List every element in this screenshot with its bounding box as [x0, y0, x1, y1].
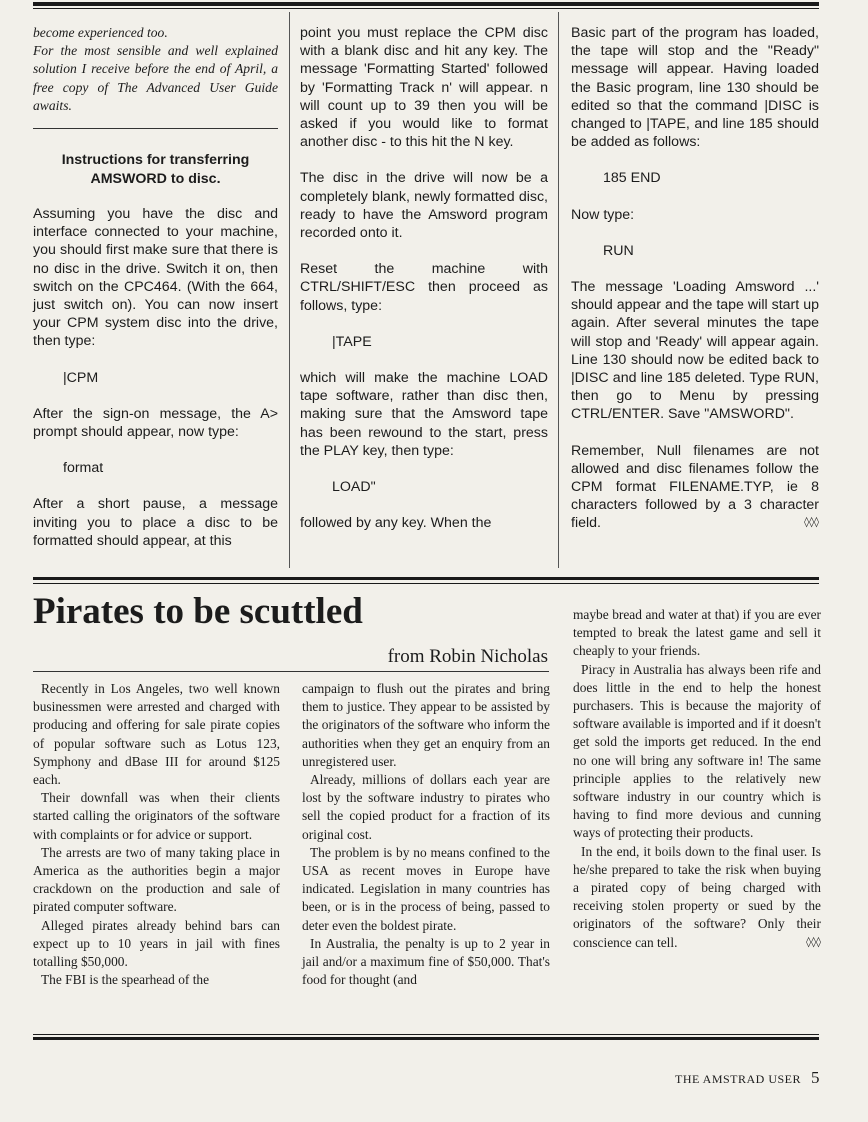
paragraph: The message 'Loading Amsword ...' should appear and the tape will start up again. After several minutes the tape will stop and 'Ready' will appear again. Line 130 should now be edited back to |DISC and line 185 deleted. Type RUN, then go to Menu by pressing CTRL/ENTER. Save "AMSWORD". — [571, 279, 819, 423]
command-text: |CPM — [63, 369, 99, 386]
article-column-2 — [302, 680, 550, 989]
page-footer — [600, 1068, 820, 1089]
article-byline: from Robin Nicholas — [387, 646, 548, 667]
article-title: Pirates to be scuttled — [33, 591, 363, 632]
instructions-column-2 — [300, 24, 548, 532]
paragraph: campaign to flush out the pirates and bring them to justice. They appear to be assisted by the originators of the software who inform the authorities when they get an enquiry from an unregistered user. — [302, 681, 550, 769]
paragraph-text: Remember, Null filenames are not allowed and disc filenames follow the CPM format FILENAME.TYP, ie 8 characters followed by a 3 character field. — [571, 442, 819, 532]
intro-line: become experienced too. — [33, 25, 168, 40]
section-rule — [33, 128, 278, 129]
paragraph: Reset the machine with CTRL/SHIFT/ESC then proceed as follows, type: — [300, 261, 548, 314]
instructions-body-1 — [33, 205, 278, 550]
paragraph: Recently in Los Angeles, two well known businessmen were arrested and charged with producing and offering for sale pirate copies of popular software such as Lotus 123, Symphony and dBase III for around $125 each. — [33, 681, 280, 788]
paragraph: The disc in the drive will now be a completely blank, newly formatted disc, ready to have the Amsword program recorded onto it. — [300, 170, 548, 242]
top-rule — [33, 2, 819, 6]
paragraph: Their downfall was when their clients started calling the originators of the software with complaints or for advice or support. — [33, 790, 280, 842]
instructions-column-3 — [571, 24, 819, 533]
paragraph: After the sign-on message, the A> prompt should appear, now type: — [33, 405, 278, 441]
paragraph: Now type: — [571, 206, 635, 223]
top-rule-thin — [33, 8, 819, 9]
paragraph: In Australia, the penalty is up to 2 year in jail and/or a maximum fine of $50,000. That's food for thought (and — [302, 935, 550, 988]
page-number: 5 — [811, 1068, 820, 1087]
column-divider — [558, 12, 559, 568]
section-rule-thin — [33, 583, 819, 584]
paragraph: Piracy in Australia has always been rife and does little in the end to help the honest purchasers. This is because the majority of software available is imported and if it doesn't get sold the imports get reduced. In the end no one will bring any software in! The same principle applies to the relatively new software industry in our country which is having to find more devious and cunning ways of protecting their products. — [573, 661, 821, 841]
command-text: 185 END — [603, 170, 661, 187]
heading-line-2: AMSWORD to disc. — [90, 170, 221, 187]
paragraph: Already, millions of dollars each year are lost by the software industry to pirates who sell the copied product for a fraction of its original cost. — [302, 772, 550, 842]
paragraph: point you must replace the CPM disc with a blank disc and hit any key. The message 'Formatting Started' followed by 'Formatting Track n' will appear. n will count up to 39 then you will be asked if you would like to format another disc - to this hit the N key. — [300, 25, 548, 151]
command-text: LOAD" — [332, 479, 376, 496]
paragraph: Alleged pirates already behind bars can expect up to 10 years in jail with fines totalling $50,000. — [33, 917, 280, 970]
title-rule — [33, 671, 549, 672]
paragraph: Assuming you have the disc and interface connected to your machine, you should first make sure that there is no disc in the drive. Switch it on, then switch on the CPC464. (With the 664, just switch on). You can now insert your CPM system disc into the drive, then type: — [33, 206, 278, 350]
instructions-heading — [33, 151, 278, 188]
article-column-1 — [33, 680, 280, 989]
paragraph: Basic part of the program has loaded, the tape will stop and the "Ready" message will appear. Having loaded the Basic program, line 130 should be edited so that the command |DISC is changed to |TAPE, and line 185 should be added as follows: — [571, 25, 819, 151]
command-text: |TAPE — [332, 333, 372, 350]
intro-line: For the most sensible and well explained solution I receive before the end of April, a free copy of The Advanced User Guide awaits. — [33, 43, 278, 113]
paragraph: The FBI is the spearhead of the — [41, 972, 210, 988]
command-text: format — [63, 460, 104, 477]
paragraph: The arrests are two of many taking place in America as the authorities begin a major crackdown on the production and sale of pirated computer software. — [33, 844, 280, 915]
paragraph: After a short pause, a message inviting you to place a disc to be formatted should appear, at this — [33, 496, 278, 549]
paragraph: followed by any key. When the — [300, 515, 492, 532]
command-text: RUN — [603, 242, 634, 259]
end-mark: ◊◊◊ — [806, 936, 821, 948]
instructions-column-1 — [33, 24, 278, 115]
paragraph — [571, 442, 819, 533]
paragraph — [573, 843, 821, 952]
column-divider — [289, 12, 290, 568]
article-column-3 — [573, 606, 821, 952]
section-rule-thick — [33, 577, 819, 580]
bottom-rule-thin — [33, 1034, 819, 1035]
bottom-rule-thick — [33, 1037, 819, 1040]
paragraph: maybe bread and water at that) if you are ever tempted to break the latest game and sell it cheaply to your friends. — [573, 607, 821, 659]
end-mark: ◊◊◊ — [804, 517, 819, 529]
heading-line-1: Instructions for transferring — [61, 152, 250, 168]
letters-intro — [33, 24, 278, 115]
paragraph-text: In the end, it boils down to the final user. Is he/she prepared to take the risk when buying a pirated copy of being charged with receiving stolen property or sued by the originators of the software? Only their conscience can tell. — [573, 843, 821, 950]
paragraph: The problem is by no means confined to the USA as recent moves in Europe have indicated. Legislation in many countries has been, or is in the process of being, passed to deter even the boldest pirate. — [302, 844, 550, 933]
magazine-name: THE AMSTRAD USER — [674, 1072, 801, 1086]
paragraph: which will make the machine LOAD tape software, rather than disc then, making sure that the Amsword tape has been rewound to the start, press the PLAY key, then type: — [300, 370, 548, 459]
